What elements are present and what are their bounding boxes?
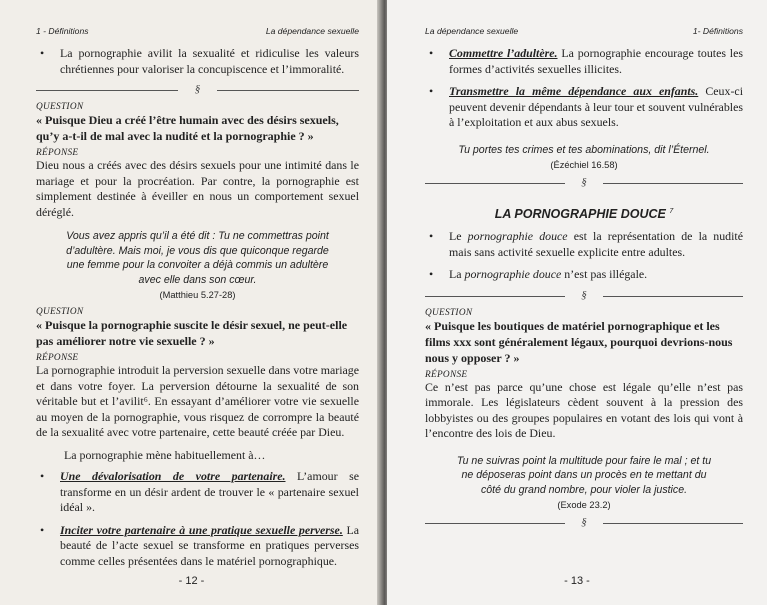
- page-number: - 12 -: [178, 575, 205, 587]
- running-head: [425, 26, 743, 36]
- section-heading-text: LA PORNOGRAPHIE DOUCE: [494, 207, 666, 221]
- section-divider: [425, 177, 743, 189]
- scripture-quote: Tu ne suivras point la multitude pour faire le mal ; et tu ne déposeras point dans un procès en te mettant du côté du grand nombre, pour violer la justice.: [456, 454, 712, 496]
- answer-label: RÉPONSE: [36, 148, 79, 158]
- bullet-item: [425, 84, 743, 131]
- ornament-icon: §: [581, 176, 587, 188]
- bullet-heading: Inciter votre partenaire à une pratique sexuelle perverse.: [60, 522, 343, 537]
- bullet-text: Ceux-ci peuvent devenir dépendants à leur tour et souvent vulnérables à l’exploitation et aux abus sexuels.: [449, 84, 743, 129]
- scripture-reference: (Ézéchiel 16.58): [550, 160, 618, 170]
- scripture-quote: Vous avez appris qu’il a été dit : Tu ne commettras point d’adultère. Mais moi, je vous dis que quiconque regarde une femme pour la convoiter a déjà commis un adultère avec elle dans son cœur.: [66, 230, 329, 286]
- running-head: [36, 26, 359, 36]
- bullet-icon: •: [429, 46, 434, 60]
- section-divider: [36, 84, 359, 96]
- chapter-label: 1 - Définitions: [36, 26, 89, 36]
- bullet-icon: •: [429, 267, 434, 281]
- emphasis-text: pornographie douce: [467, 229, 568, 243]
- question-label: QUESTION: [425, 307, 473, 318]
- bullet-text: La beauté de l’acte sexuel se transforme en pratiques perverses comme celles présentées dans le matériel pornographique.: [60, 522, 359, 568]
- bullet-item: [425, 267, 743, 283]
- ornament-icon: §: [581, 516, 587, 528]
- bullet-text: La pornographie avilit la sexualité et ridiculise les valeurs chrétiennes pour valoriser la concupiscence et l’immoralité.: [60, 46, 359, 76]
- book-title: La dépendance sexuelle: [425, 26, 519, 36]
- question-text: « Puisque la pornographie suscite le désir sexuel, ne peut-elle pas améliorer notre vie sexuelle ? »: [36, 318, 348, 348]
- question-label: QUESTION: [36, 102, 84, 112]
- scripture-reference: (Exode 23.2): [557, 500, 611, 510]
- bullet-text: La: [449, 267, 465, 281]
- left-page: [0, 0, 383, 605]
- bullet-item: [425, 46, 743, 77]
- scripture-reference: (Matthieu 5.27-28): [159, 290, 236, 300]
- bullet-item: [425, 229, 743, 260]
- bullet-text: Le: [449, 229, 468, 243]
- footnote-marker: 7: [669, 207, 674, 215]
- answer-text: Dieu nous a créés avec des désirs sexuels pour une intimité dans le mariage et pour la procréation. Par contre, la pornographie est simplement destinée à éveiller en nous un comportement sexuel déréglé.: [36, 158, 359, 219]
- bullet-item: [36, 469, 359, 516]
- section-divider: [425, 517, 743, 529]
- ornament-icon: §: [581, 288, 587, 301]
- question-text: « Puisque Dieu a créé l’être humain avec des désirs sexuels, qu’y a-t-il de mal avec la nudité et la pornographie ? »: [36, 113, 339, 143]
- right-page: [387, 0, 767, 605]
- bullet-icon: •: [40, 522, 45, 537]
- book-title: La dépendance sexuelle: [265, 26, 359, 36]
- bullet-heading: Une dévalorisation de votre partenaire.: [60, 469, 286, 483]
- bullet-heading: Commettre l’adultère.: [449, 46, 558, 60]
- answer-text: Ce n’est pas parce qu’une chose est légale qu’elle n’est pas immorale. Les législateurs cèdent souvent à la pression des lobbyistes ou des groupes populaires en votant des lois qui vont à l’encontre des lois de Dieu.: [425, 379, 743, 440]
- section-heading: [425, 207, 743, 221]
- bullet-icon: •: [429, 84, 434, 98]
- bullet-text: L’amour se transforme en un désir ardent de trouver le « partenaire sexuel idéal ».: [60, 469, 359, 514]
- bullet-text: est la représentation de la nudité mais sans activité sexuelle explicite entre adultes.: [449, 229, 743, 259]
- bullet-icon: •: [40, 469, 45, 483]
- bullet-item: [36, 46, 359, 77]
- chapter-label: 1- Définitions: [692, 26, 743, 36]
- answer-label: RÉPONSE: [425, 369, 468, 380]
- page-number: - 13 -: [564, 575, 590, 587]
- lead-text: La pornographie mène habituellement à…: [64, 447, 266, 462]
- bullet-text: n’est pas illégale.: [561, 267, 648, 281]
- scripture-quote: Tu portes tes crimes et tes abominations, dit l’Éternel.: [458, 143, 710, 156]
- bullet-heading: Transmettre la même dépendance aux enfants.: [449, 84, 699, 98]
- ornament-icon: §: [194, 83, 201, 95]
- bullet-text: La pornographie encourage toutes les formes d’activités sexuelles illicites.: [449, 46, 743, 76]
- question-text: « Puisque les boutiques de matériel pornographique et les films xxx sont généralement légaux, pourquoi devrions-nous nous y opposer ? »: [425, 318, 733, 365]
- answer-label: RÉPONSE: [36, 353, 79, 363]
- bullet-icon: •: [40, 46, 45, 60]
- emphasis-text: pornographie douce: [464, 267, 562, 281]
- question-label: QUESTION: [36, 307, 84, 317]
- bullet-item: [36, 523, 359, 570]
- section-divider: [425, 290, 743, 302]
- bullet-icon: •: [429, 229, 434, 243]
- answer-text: La pornographie introduit la perversion sexuelle dans votre mariage et dans votre foyer. La perversion détourne la sexualité de son véritable but et l’avilit⁶. En essayant d’améliorer votre vie sexuelle au moyen de la pornographie, vous risquez de corrompre la beauté de la sexualité avec votre partenaire, cette beauté créée par Dieu.: [36, 363, 359, 439]
